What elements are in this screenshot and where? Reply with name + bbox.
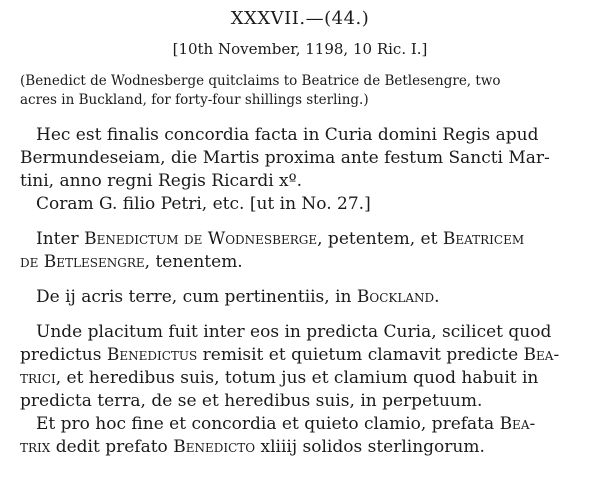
petitioner-name: Benedictum de Wodnesberge [84,229,318,249]
paragraph-5-line-3: trici, et heredibus suis, totum jus et clamium quod habuit in [20,368,539,388]
paragraph-5-line-2: predictus Benedictus remisit et quietum clamavit predicte Bea- [20,345,560,365]
paragraph-5-line-1: Unde placitum fuit inter eos in predicta Curia, scilicet quod [36,322,552,342]
entry-date: [10th November, 1198, 10 Ric. I.] [172,40,428,58]
paragraph-3-line-1: Inter Benedictum de Wodnesberge, petentem, et Beatricem [36,229,525,249]
paragraph-5-line-4: predicta terra, de se et heredibus suis, in perpetuum. [20,391,483,411]
paragraph-2: Coram G. filio Petri, etc. [ut in No. 27.] [36,194,371,214]
paragraph-1-line-2: Bermundeseiam, die Martis proxima ante festum Sancti Mar- [20,148,550,168]
paragraph-6-line-2: trix dedit prefato Benedicto xliiij solidos sterlingorum. [20,437,485,457]
entry-heading: XXXVII.—(44.) [230,8,370,29]
paragraph-3-line-2: de Betlesengre, tenentem. [20,252,243,272]
place-name: Bockland [356,287,435,307]
paragraph-6-line-1: Et pro hoc fine et concordia et quieto clamio, prefata Bea- [36,414,536,434]
paragraph-4: De ij acris terre, cum pertinentiis, in Bockland. [36,287,440,307]
summary-line-1: (Benedict de Wodnesberge quitclaims to Beatrice de Betlesengre, two [20,73,501,89]
paragraph-1-line-3: tini, anno regni Regis Ricardi xº. [20,171,303,191]
tenant-name: Beatricem [442,229,525,249]
paragraph-1-line-1: Hec est finalis concordia facta in Curia domini Regis apud [36,125,539,145]
summary-line-2: acres in Buckland, for forty-four shillings sterling.) [20,92,369,108]
